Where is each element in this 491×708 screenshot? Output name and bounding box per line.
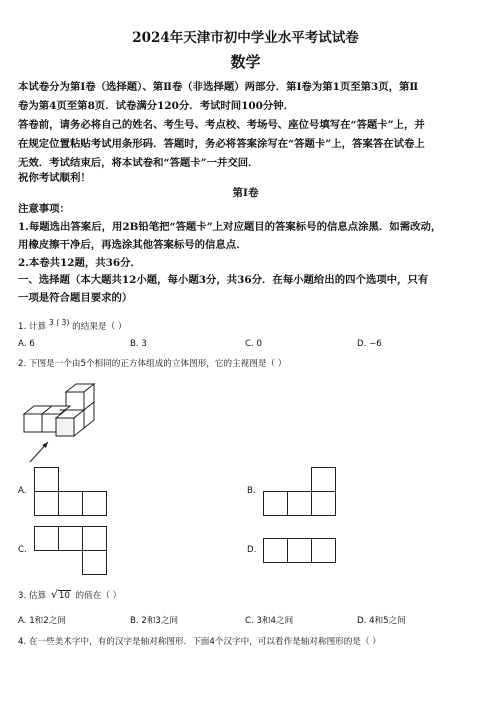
q2-option-a-label: A. xyxy=(18,486,27,496)
q1-option-c: C. 0 xyxy=(245,339,262,349)
intro-line: 祝你考试顺利！ xyxy=(18,172,91,184)
q1-option-a: A. 6 xyxy=(18,339,35,349)
exam-subject: 数学 xyxy=(230,53,261,71)
intro-line: 无效．考试结束后，将本试卷和“答题卡”一并交回． xyxy=(18,157,259,169)
notes-line: 一、选择题（本大题共12小题，每小题3分，共36分．在每小题给出的四个选项中，只有 xyxy=(18,274,429,286)
q3-option-d: D. 4和5之间 xyxy=(357,616,406,626)
notes-line: 一项是符合题目要求的） xyxy=(18,292,133,304)
q1-expr-a: 3 xyxy=(48,318,54,327)
notes-heading: 注意事项： xyxy=(18,203,70,215)
question-4: 4. 在一些美术字中，有的汉字是轴对称图形．下面4个汉字中，可以看作是轴对称图形的是（ ） xyxy=(18,637,381,647)
intro-line: 在规定位置粘贴考试用条形码．答题时，务必将答案涂写在“答题卡”上，答案答在试卷上 xyxy=(18,138,425,150)
q3-option-a: A. 1和2之间 xyxy=(18,616,66,626)
q2-option-b-label: B. xyxy=(247,486,256,496)
section-title: 第Ⅰ卷 xyxy=(232,187,259,199)
q1-suffix: 的结果是（ ） xyxy=(72,321,127,332)
exam-title: 2024年天津市初中学业水平考试试卷 xyxy=(132,30,359,46)
q2-option-c-label: C. xyxy=(18,545,27,555)
question-3 xyxy=(18,589,121,602)
q3-option-c: C. 3和4之间 xyxy=(245,616,294,626)
intro-line: 卷为第4页至第8页．试卷满分120分．考试时间100分钟． xyxy=(18,100,295,112)
q1-prefix: 1. 计算 xyxy=(18,321,47,332)
q1-expr-b: ( 3) xyxy=(56,317,70,327)
sqrt-expression: √10 xyxy=(50,588,70,601)
q3-radicand: 10 xyxy=(58,591,70,601)
intro-line: 答卷前，请务必将自己的姓名、考生号、考点校、考场号、座位号填写在“答题卡”上，并 xyxy=(18,119,425,131)
q1-option-b: B. 3 xyxy=(130,339,147,349)
question-2: 2. 下图是一个由5个相同的正方体组成的立体图形，它的主视图是（ ） xyxy=(18,359,287,369)
question-1 xyxy=(18,317,126,333)
notes-line: 1.每题选出答案后，用2B铅笔把“答题卡”上对应题目的答案标号的信息点涂黑．如需改动， xyxy=(18,221,442,233)
q3-option-b: B. 2和3之间 xyxy=(130,616,179,626)
notes-line: 2.本卷共12题，共36分． xyxy=(18,257,141,269)
q2-option-d-label: D. xyxy=(247,545,257,555)
q1-option-d: D. −6 xyxy=(357,339,382,349)
solid-figure-image xyxy=(20,382,100,466)
notes-line: 用橡皮擦干净后，再选涂其他答案标号的信息点． xyxy=(18,239,247,251)
q3-suffix: 的值在（ ） xyxy=(75,591,122,601)
intro-line: 本试卷分为第Ⅰ卷（选择题）、第Ⅱ卷（非选择题）两部分．第Ⅰ卷为第1页至第3页，第Ⅱ xyxy=(18,81,419,93)
q3-prefix: 3. 估算 xyxy=(18,591,47,601)
